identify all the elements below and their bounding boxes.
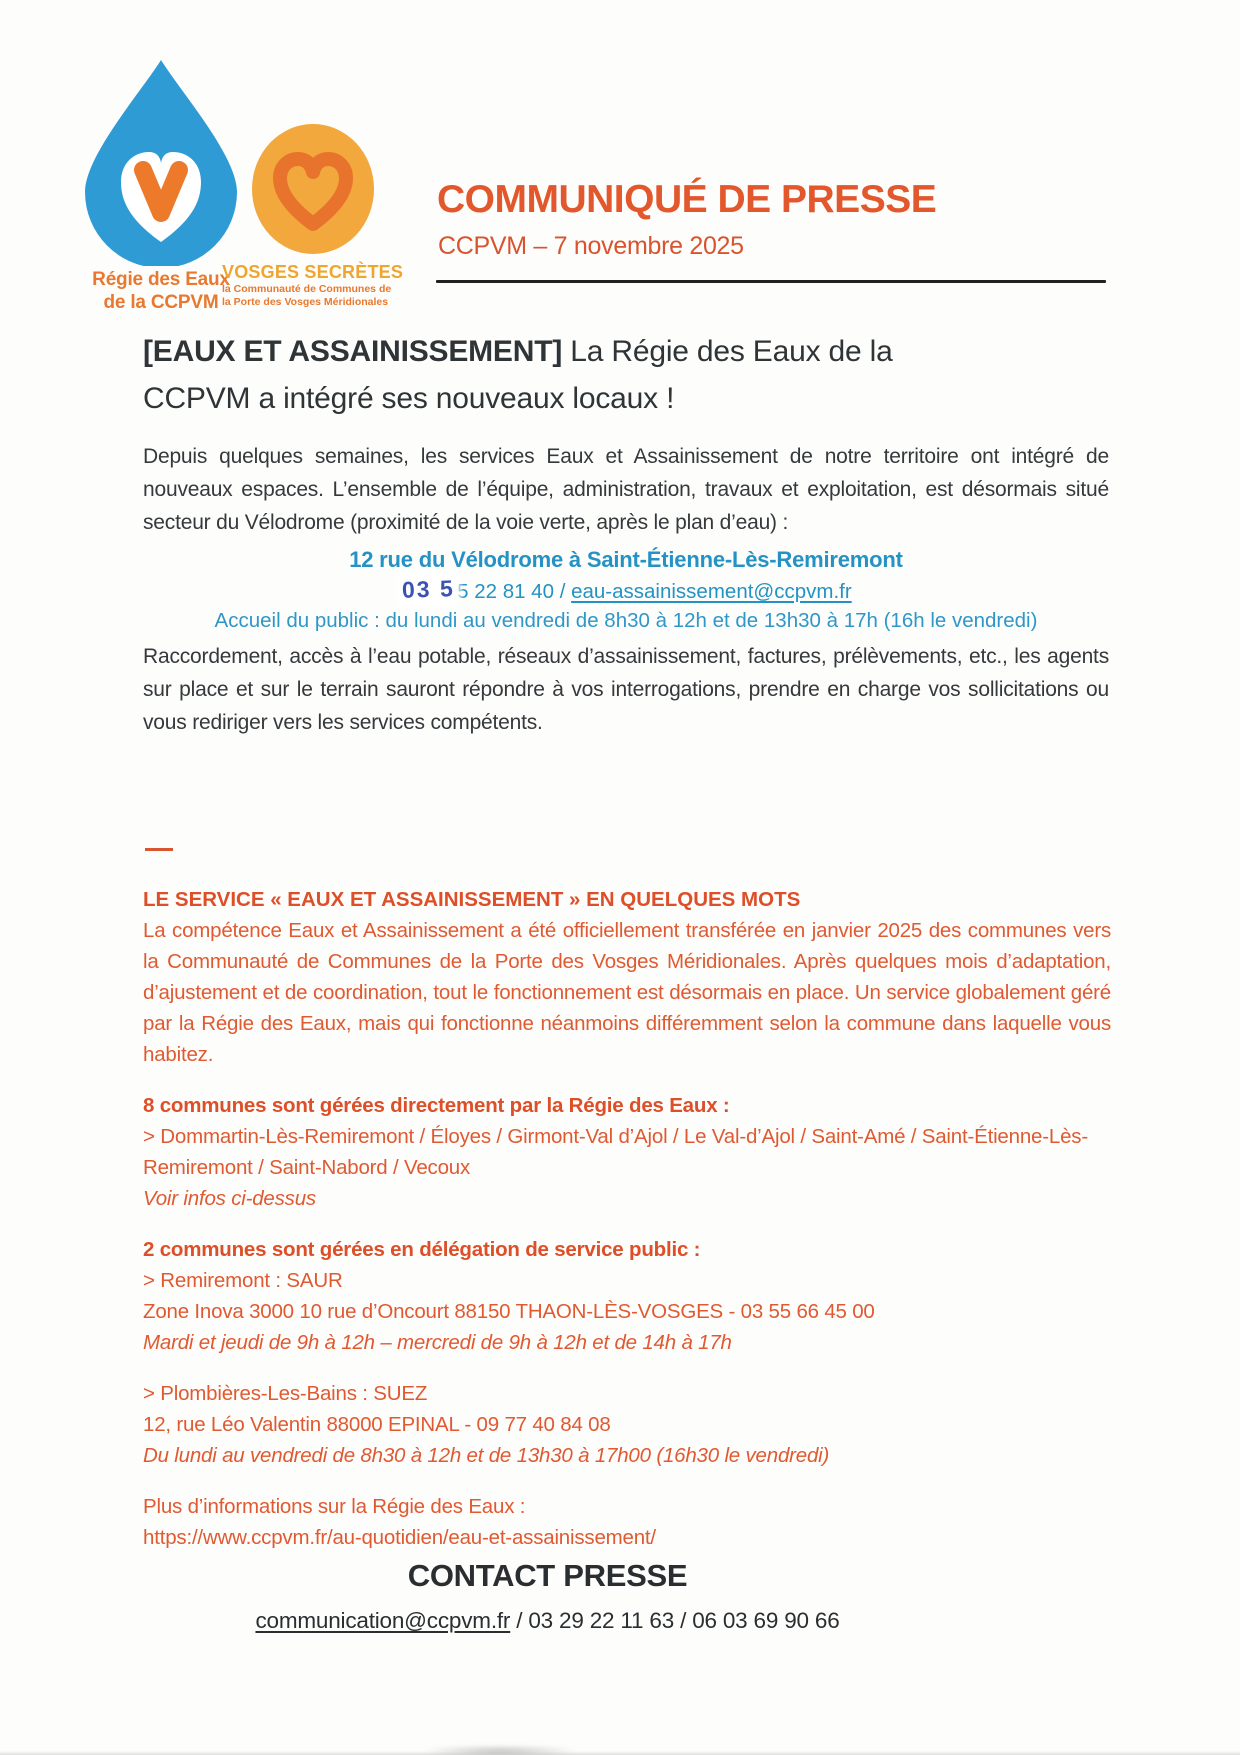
- vosges-logo-name: VOSGES SECRÈTES: [222, 262, 404, 282]
- opening-hours: Accueil du public : du lundi au vendredi de 8h30 à 12h et de 13h30 à 17h (16h le vendredi): [214, 609, 1038, 632]
- dsp-plombieres-hours: Du lundi au vendredi de 8h30 à 12h et de 13h30 à 17h00 (16h30 le vendredi): [143, 1444, 830, 1467]
- service-section-heading: LE SERVICE « EAUX ET ASSAINISSEMENT » EN QUELQUES MOTS: [143, 888, 801, 911]
- more-info-label: Plus d’informations sur la Régie des Eaux :: [143, 1495, 526, 1518]
- intro-paragraph: Depuis quelques semaines, les services Eaux et Assainissement de notre territoire ont intégré de nouveaux espaces. L’ensemble de l’équipe, administration, travaux et exploitation, est désormais situé secteur du Vélodrome (proximité de la voie verte, après le plan d’eau) :: [143, 445, 1109, 534]
- regie-caption-line2: de la CCPVM: [103, 292, 219, 313]
- article-headline: [143, 328, 953, 422]
- regie-des-eaux-water-drop-logo: [85, 58, 237, 266]
- service-section-paragraph: La compétence Eaux et Assainissement a été officiellement transférée en janvier 2025 des communes vers la Communauté de Communes de la Porte des Vosges Méridionales. Après quelques mois d’adaptation, d’ajustement et de coordination, tout le fonctionnement est désormais en place. Un service globalement géré par la Régie des Eaux, mais qui fonctionne néanmoins différemment selon la commune dans laquelle vous habitez.: [143, 919, 1111, 1066]
- plombieres-block: [143, 1378, 1111, 1471]
- vosges-logo-sub1: la Communauté de Communes de: [222, 283, 392, 295]
- headline-tag: [EAUX ET ASSAINISSEMENT]: [143, 335, 563, 368]
- more-info-url[interactable]: https://www.ccpvm.fr/au-quotidien/eau-et-assainissement/: [143, 1526, 656, 1549]
- address-block: [143, 545, 1109, 635]
- document-date: CCPVM – 7 novembre 2025: [438, 232, 744, 260]
- more-info-block: [143, 1491, 1111, 1553]
- press-contact-heading: CONTACT PRESSE: [407, 1558, 688, 1593]
- regie-communes-block: [143, 1090, 1111, 1214]
- phone-number: 5 22 81 40: [457, 580, 554, 603]
- dsp-remiremont-address: Zone Inova 3000 10 rue d’Oncourt 88150 THAON-LÈS-VOSGES - 03 55 66 45 00: [143, 1300, 875, 1323]
- regie-communes-list: > Dommartin-Lès-Remiremont / Éloyes / Girmont-Val d’Ajol / Le Val-d’Ajol / Saint-Amé / Saint-Étienne-Lès-Remiremont / Saint-Nabord / Vecoux: [143, 1125, 1088, 1179]
- dsp-block: [143, 1234, 1111, 1358]
- vosges-logo-caption: [222, 262, 407, 309]
- email-link[interactable]: eau-assainissement@ccpvm.fr: [571, 580, 852, 603]
- vosges-logo-sub2: la Porte des Vosges Méridionales: [222, 296, 389, 308]
- press-contact-phones: / 03 29 22 11 63 / 06 03 69 90 66: [510, 1608, 840, 1633]
- dsp-heading: 2 communes sont gérées en délégation de service public :: [143, 1238, 701, 1261]
- handwritten-phone-correction: 03 5: [400, 574, 458, 604]
- section-divider-dash: [145, 848, 173, 851]
- scan-bottom-edge-shadow: [0, 1751, 1240, 1755]
- services-paragraph: Raccordement, accès à l’eau potable, réseaux d’assainissement, factures, prélèvements, etc., les agents sur place et sur le terrain sauront répondre à vos interrogations, prendre en charge vos sollicitations ou vous rediriger vers les services compétents.: [143, 645, 1109, 734]
- dsp-plombieres-address: 12, rue Léo Valentin 88000 EPINAL - 09 77 40 84 08: [143, 1413, 611, 1436]
- regie-communes-heading: 8 communes sont gérées directement par la Régie des Eaux :: [143, 1094, 730, 1117]
- dsp-remiremont-hours: Mardi et jeudi de 9h à 12h – mercredi de 9h à 12h et de 14h à 17h: [143, 1331, 732, 1354]
- phone-email-separator: /: [554, 580, 572, 603]
- address-street: 12 rue du Vélodrome à Saint-Étienne-Lès-Remiremont: [349, 547, 903, 572]
- regie-communes-note: Voir infos ci-dessus: [143, 1187, 316, 1210]
- service-section: [143, 884, 1111, 1553]
- vosges-secretes-circle-logo: [252, 124, 374, 254]
- dsp-plombieres-operator: > Plombières-Les-Bains : SUEZ: [143, 1382, 428, 1405]
- header-divider-line: [436, 280, 1106, 283]
- document-title: COMMUNIQUÉ DE PRESSE: [437, 178, 937, 221]
- regie-caption-line1: Régie des Eaux: [92, 269, 230, 290]
- press-contact-line: [60, 1608, 1035, 1634]
- headline-text: La Régie des Eaux de la CCPVM a intégré ses nouveaux locaux !: [143, 335, 893, 415]
- dsp-remiremont-operator: > Remiremont : SAUR: [143, 1269, 343, 1292]
- press-contact-email-link[interactable]: communication@ccpvm.fr: [255, 1608, 511, 1633]
- address-phone-email: [143, 576, 1109, 606]
